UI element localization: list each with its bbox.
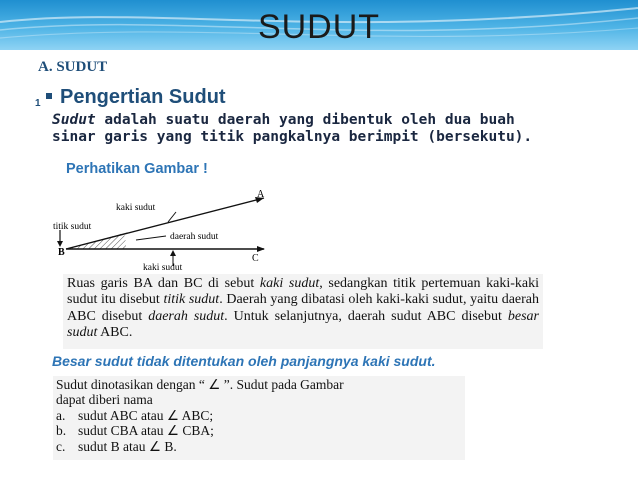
- angle-figure: [38, 186, 273, 272]
- notation-item: [56, 423, 462, 438]
- term-daerah-sudut: daerah sudut: [148, 308, 225, 324]
- label-titik-sudut: titik sudut: [53, 222, 92, 232]
- label-a: A: [257, 189, 265, 200]
- ray-bc-arrowhead: [257, 246, 265, 252]
- explanation-text-4: . Untuk selanjutnya, daerah sudut ABC disebut: [224, 308, 508, 324]
- note-text: Besar sudut tidak ditentukan oleh panjangnya kaki sudut.: [52, 353, 436, 369]
- definition-line-1-rest: adalah suatu daerah yang dibentuk oleh dua buah: [95, 112, 515, 128]
- angle-diagram: [38, 186, 273, 272]
- subsection-heading: Pengertian Sudut: [60, 86, 226, 108]
- bullet-square-icon: [46, 93, 52, 99]
- label-b: B: [58, 247, 65, 258]
- section-heading: A. SUDUT: [38, 59, 108, 75]
- notation-line-2: dapat diberi nama: [56, 392, 153, 408]
- explanation-text-2: , sedangkan titik pertemuan kaki-kaki sudut itu disebut: [67, 276, 539, 308]
- notation-item: [56, 408, 462, 423]
- notation-item-key: a.: [56, 407, 66, 423]
- notation-item: [56, 439, 462, 454]
- label-kaki-sudut-bottom: kaki sudut: [143, 263, 183, 272]
- label-kaki-sudut-top: kaki sudut: [116, 203, 156, 213]
- definition-term: Sudut: [52, 112, 96, 128]
- definition-text: [52, 112, 572, 146]
- label-daerah-sudut: daerah sudut: [170, 232, 219, 242]
- ray-ba: [66, 198, 264, 249]
- explanation-text-3: . Daerah yang dibatasi oleh kaki-kaki sudut, yaitu daerah ABC disebut: [67, 292, 540, 324]
- term-titik-sudut: titik sudut: [163, 292, 220, 308]
- notation-item-text: sudut CBA atau ∠ CBA;: [78, 423, 214, 439]
- notation-item-key: c.: [56, 438, 66, 454]
- explanation-text-1: Ruas garis BA dan BC di sebut: [67, 276, 260, 291]
- term-besar-sudut: besar sudut: [67, 308, 539, 340]
- explanation-paragraph: [63, 274, 543, 349]
- notation-box: [53, 376, 465, 460]
- definition-line-1: [52, 112, 572, 129]
- pointer-daerah: [136, 236, 166, 240]
- notation-line-1: Sudut dinotasikan dengan “ ∠ ”. Sudut pada Gambar: [56, 377, 344, 392]
- slide-title: SUDUT: [257, 8, 381, 46]
- definition-line-2: sinar garis yang titik pangkalnya berimpit (bersekutu).: [52, 129, 533, 145]
- explanation-text-5: ABC.: [97, 324, 133, 340]
- term-kaki-sudut: kaki sudut: [259, 276, 320, 291]
- notation-item-text: sudut B atau ∠ B.: [78, 438, 177, 454]
- item-number: 1: [35, 98, 41, 109]
- notation-item-text: sudut ABC atau ∠ ABC;: [78, 407, 214, 423]
- instruction-text: Perhatikan Gambar !: [66, 161, 208, 177]
- label-c: C: [252, 253, 259, 264]
- pointer-kaki-bottom-arrowhead: [170, 250, 176, 256]
- notation-item-key: b.: [56, 423, 67, 439]
